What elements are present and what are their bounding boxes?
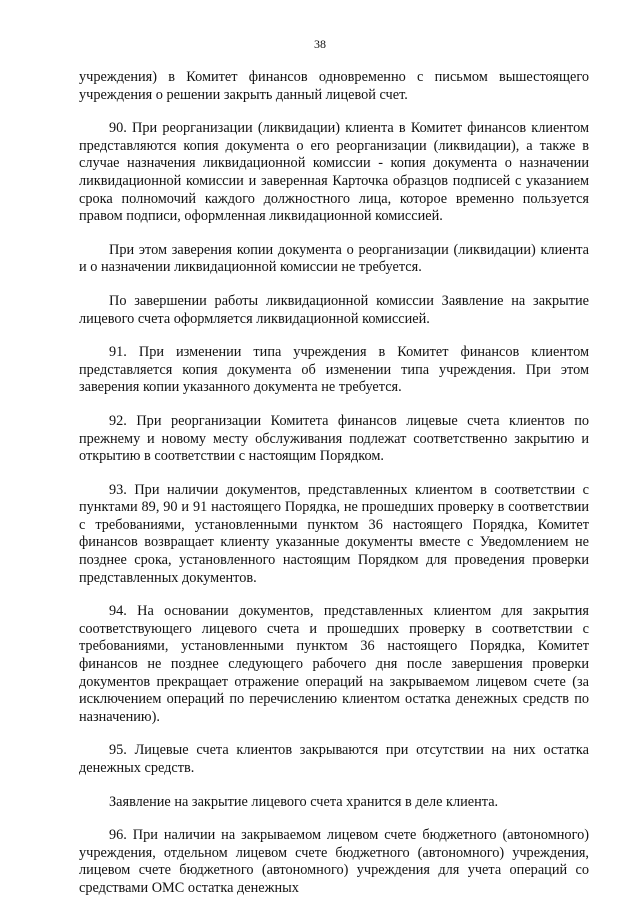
paragraph-92: 92. При реорганизации Комитета финансов лицевые счета клиентов по прежнему и новому месту обслуживания подлежат соответственно закрытию и открытию в соответствии с настоящим Порядком.: [79, 412, 589, 465]
paragraph-91: 91. При изменении типа учреждения в Комитет финансов клиентом представляется копия документа об изменении типа учреждения. При этом заверения копии указанного документа не требуется.: [79, 344, 589, 396]
paragraph-90-liquidation: По завершении работы ликвидационной комиссии Заявление на закрытие лицевого счета оформляется ликвидационной комиссией.: [79, 292, 589, 327]
page-number: 38: [314, 37, 326, 51]
paragraph-93: 93. При наличии документов, представленных клиентом в соответствии с пунктами 89, 90 и 91 настоящего Порядка, не прошедших проверку в соответствии с требованиями, установленными пунктом 36 настоящего Порядка, Комитет финансов возвращает клиенту указанные документы вместе с Уведомлением не позднее срока, установленного настоящим Порядком для проведения проверки представленных документов.: [79, 481, 589, 586]
paragraph-continuation: учреждения) в Комитет финансов одновременно с письмом вышестоящего учреждения о решении закрыть данный лицевой счет.: [79, 69, 589, 103]
paragraph-94: 94. На основании документов, представленных клиентом для закрытия соответствующего лицевого счета и прошедших проверку в соответствии с требованиями, установленными пунктом 36 настоящего Порядка, Комитет финансов не позднее следующего рабочего дня после завершения проверки документов прекращает отражение операций на закрываемом лицевом счете (за исключением операций по перечислению клиентом остатка денежных средств по назначению).: [79, 603, 589, 725]
paragraph-95: 95. Лицевые счета клиентов закрываются при отсутствии на них остатка денежных средств.: [79, 742, 589, 776]
document-body: [79, 69, 589, 898]
paragraph-96: 96. При наличии на закрываемом лицевом счете бюджетного (автономного) учреждения, отдельном лицевом счете бюджетного (автономного) учреждения, лицевом счете бюджетного (автономного) учреждения для учета операций со средствами ОМС остатка денежных: [79, 827, 589, 896]
paragraph-90: 90. При реорганизации (ликвидации) клиента в Комитет финансов клиентом представляются копия документа о его реорганизации (ликвидации), а также в случае назначения ликвидационной комиссии - копия документа о назначении ликвидационной комиссии и заверенная Карточка образцов подписей с указанием срока полномочий каждого должностного лица, которое временно пользуется правом подписи, оформленная ликвидационной комиссией.: [79, 120, 589, 225]
paragraph-90-note: При этом заверения копии документа о реорганизации (ликвидации) клиента и о назначении ликвидационной комиссии не требуется.: [79, 241, 589, 276]
paragraph-95-note: Заявление на закрытие лицевого счета хранится в деле клиента.: [109, 793, 499, 810]
